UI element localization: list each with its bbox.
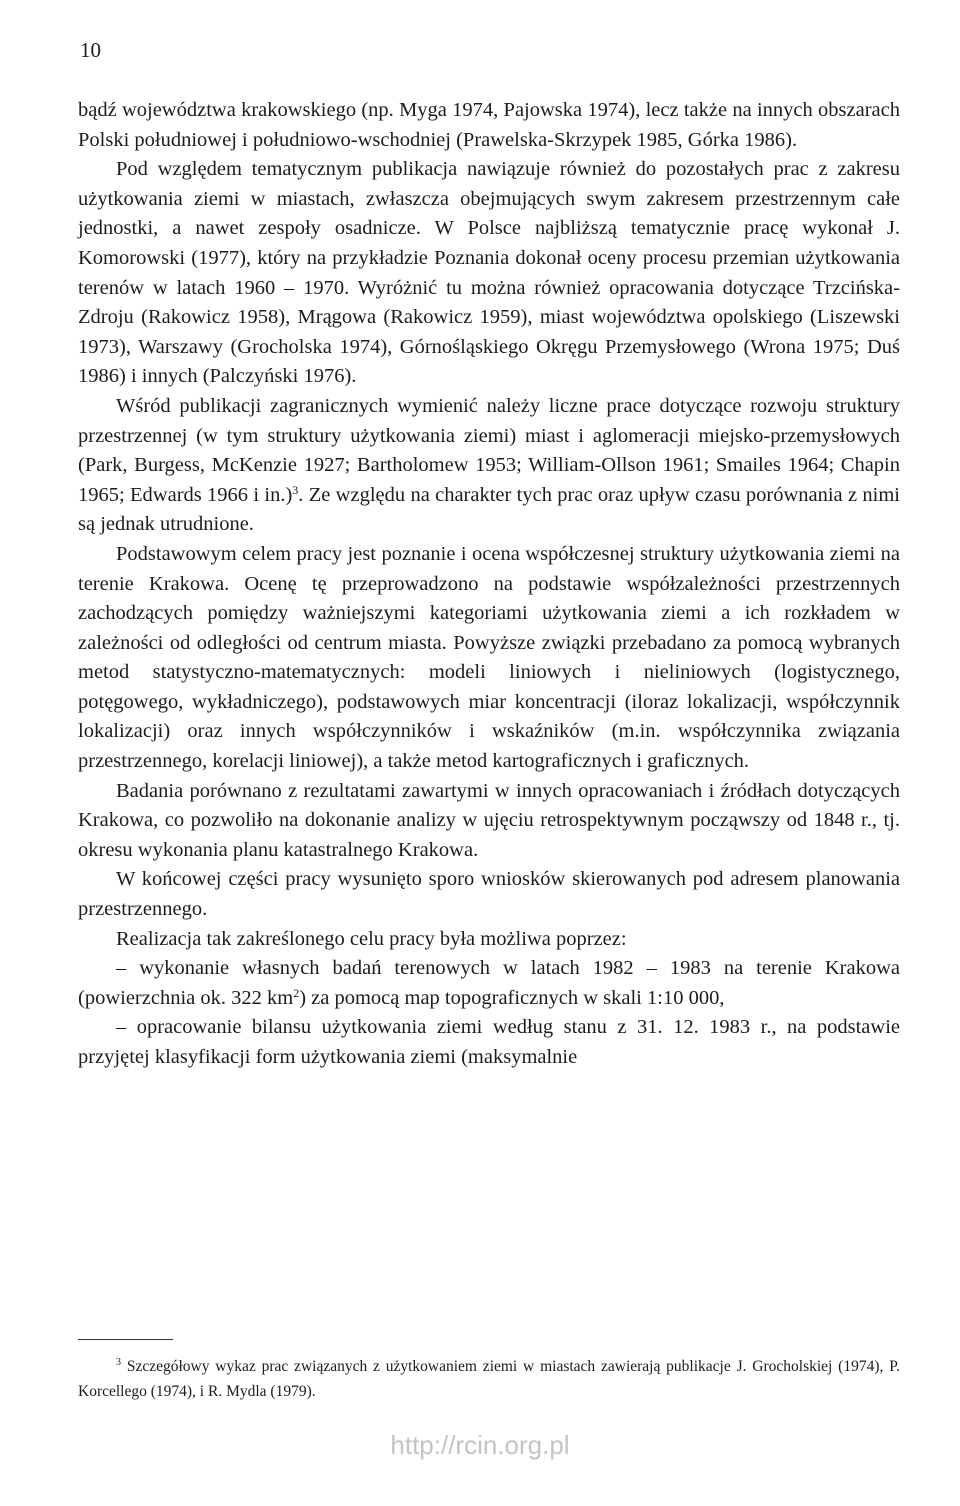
footnote-reference: 3 [292,482,299,497]
footnote-text: Szczegółowy wykaz prac związanych z użytkowaniem ziemi w miastach zawierają publikacje J. Grocholskiej (1974), P. Korcellego (1974), i R. Mydla (1979). [78,1358,900,1400]
paragraph: W końcowej części pracy wysunięto sporo wniosków skierowanych pod adresem planowania przestrzennego. [78,868,900,921]
footnote-divider [78,1339,173,1340]
superscript: 2 [293,985,300,1000]
page-number: 10 [80,38,101,62]
paragraph: Realizacja tak zakreślonego celu pracy była możliwa poprzez: [116,927,627,950]
list-item [78,954,900,1013]
list-item-text: – wykonanie własnych badań terenowych w latach 1982 – 1983 na terenie Krakowa (powierzchnia ok. 322 km [78,957,900,1009]
list-item: – opracowanie bilansu użytkowania ziemi według stanu z 31. 12. 1983 r., na podstawie przyjętej klasyfikacji form użytkowania ziemi (maksymalnie [78,1016,900,1068]
paragraph-text: . Ze względu na charakter tych prac oraz upływ czasu porównania z nimi są jednak utrudnione. [78,483,900,536]
paragraph: bądź województwa krakowskiego (np. Myga 1974, Pajowska 1974), lecz także na innych obszarach Polski południowej i południowo-wschodniej (Prawelska-Skrzypek 1985, Górka 1986). [78,99,900,151]
footnote-marker: 3 [116,1357,121,1368]
footnotes [78,1354,900,1404]
paragraph: Podstawowym celem pracy jest poznanie i ocena współczesnej struktury użytkowania ziemi na terenie Krakowa. Ocenę tę przeprowadzono na podstawie współzależności przestrzennych zachodzących pomiędzy ważniejszymi kategoriami użytkowania ziemi a ich rozkładem w zależności od odległości od centrum miasta. Powyższe związki przebadano za pomocą wybranych metod statystyczno-matematycznych: modeli liniowych i nieliniowych (logistycznego, potęgowego, wykładniczego), podstawowych miar koncentracji (iloraz lokalizacji, współczynnik lokalizacji) oraz innych współczynników i wskaźników (m.in. współczynnika związania przestrzennego, korelacji liniowej), a także metod kartograficznych i graficznych. [78,542,900,773]
paragraph: Pod względem tematycznym publikacja nawiązuje również do pozostałych prac z zakresu użytkowania ziemi w miastach, zwłaszcza obejmujących swym zakresem przestrzennym całe jednostki, a nawet zespoły osadnicze. W Polsce najbliższą tematycznie pracę wykonał J. Komorowski (1977), który na przykładzie Poznania dokonał oceny procesu przemian użytkowania terenów w latach 1960 – 1970. Wyróżnić tu można również opracowania dotyczące Trzcińska-Zdroju (Rakowicz 1958), Mrągowa (Rakowicz 1959), miast województwa opolskiego (Liszewski 1973), Warszawy (Grocholska 1974), Górnośląskiego Okręgu Przemysłowego (Wrona 1975; Duś 1986) i innych (Palczyński 1976). [78,158,900,388]
paragraph: Badania porównano z rezultatami zawartymi w innych opracowaniach i źródłach dotyczących Krakowa, co pozwoliło na dokonanie analizy w ujęciu retrospektywnym począwszy od 1848 r., tj. okresu wykonania planu katastralnego Krakowa. [78,779,900,861]
footnote [78,1354,900,1404]
paragraph-text: Wśród publikacji zagranicznych wymienić należy liczne prace dotyczące rozwoju struktury przestrzennej (w tym struktury użytkowania ziemi) miast i aglomeracji miejsko-przemysłowych (Park, Burgess, McKenzie 1927; Bartholomew 1953; William-Ollson 1961; Smailes 1964; Chapin 1965; Edwards 1966 i in.) [78,394,900,506]
body-text [78,96,900,1073]
watermark: http://rcin.org.pl [390,1430,570,1460]
list-item-text: ) za pomocą map topograficznych w skali 1:10 000, [299,986,725,1009]
paragraph [78,392,900,540]
